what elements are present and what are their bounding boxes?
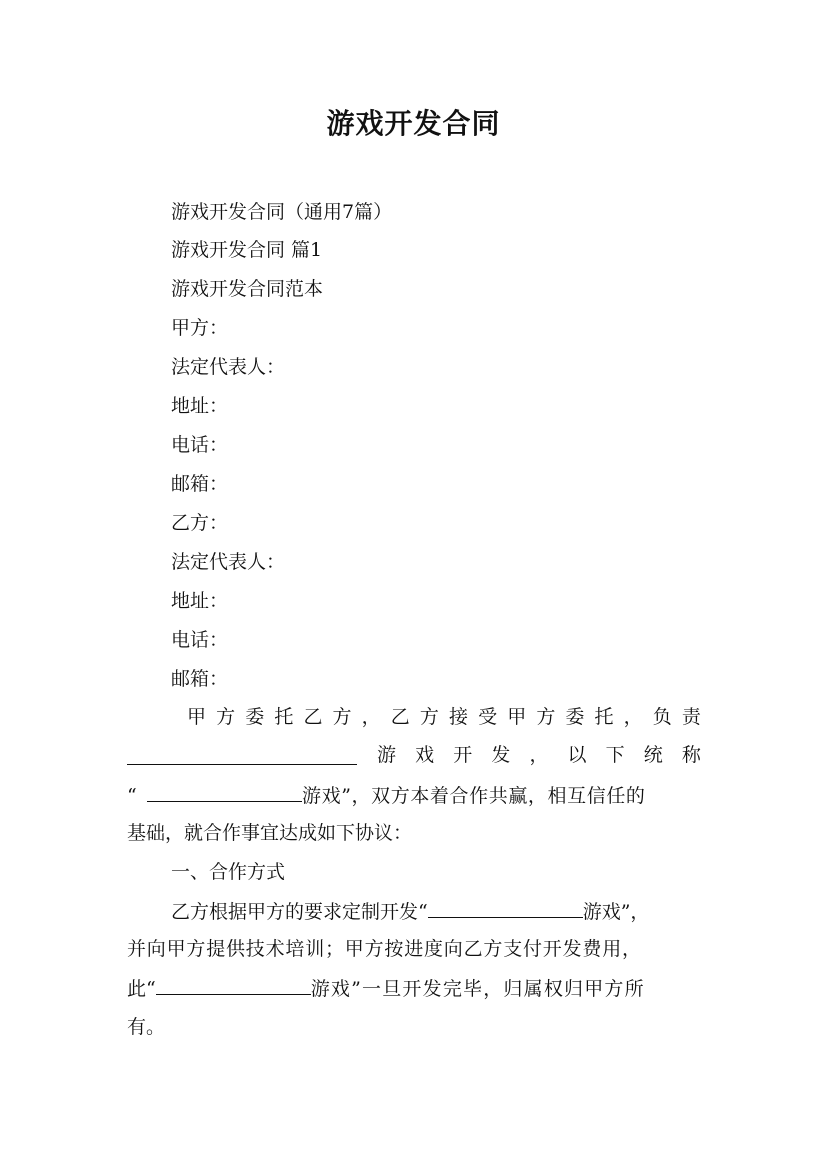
para1-line1: 甲 方 委 托 乙 方 ， 乙 方 接 受 甲 方 委 托 ， 负 责: [187, 706, 701, 728]
party-b-address-label: 地址：: [171, 590, 229, 612]
party-b-email-label: 邮箱：: [171, 668, 229, 690]
party-a-phone-label: 电话：: [171, 434, 229, 456]
party-a-label: 甲方：: [171, 317, 229, 339]
party-b-representative-label: 法定代表人：: [171, 551, 286, 573]
fill-in-blank: [156, 976, 311, 995]
party-b-phone-label: 电话：: [171, 629, 229, 651]
para2-line2: 并向甲方提供技术培训；甲方按进度向乙方支付开发费用，: [127, 938, 642, 960]
party-a-email-label: 邮箱：: [171, 473, 229, 495]
party-b-label: 乙方：: [171, 512, 229, 534]
para2-line4: 有。: [127, 1016, 166, 1038]
contract-template-heading: 游戏开发合同范本: [171, 278, 324, 300]
para1-line2-text: 游 戏 开 发 ， 以 下 统 称: [377, 744, 701, 766]
para2-line3: 此“ 游戏”一旦开发完毕，归属权归甲方所: [127, 978, 645, 1000]
chapter-heading: 游戏开发合同 篇1: [171, 239, 323, 261]
section-cooperation-method: 一、合作方式: [171, 861, 286, 883]
para1-line3: “ 游戏”，双方本着合作共赢，相互信任的: [127, 785, 646, 807]
fill-in-blank: [147, 783, 302, 802]
document-title: 游戏开发合同: [326, 107, 501, 140]
fill-in-blank: [127, 746, 357, 765]
doc-heading: 游戏开发合同（通用7篇）: [171, 201, 393, 223]
para1-line4: 基础，就合作事宜达成如下协议：: [127, 822, 413, 844]
party-a-representative-label: 法定代表人：: [171, 356, 286, 378]
party-a-address-label: 地址：: [171, 395, 229, 417]
para2-line1: 乙方根据甲方的要求定制开发“ 游戏”，: [171, 901, 650, 923]
para1-line2: [127, 743, 701, 767]
fill-in-blank: [428, 899, 583, 918]
